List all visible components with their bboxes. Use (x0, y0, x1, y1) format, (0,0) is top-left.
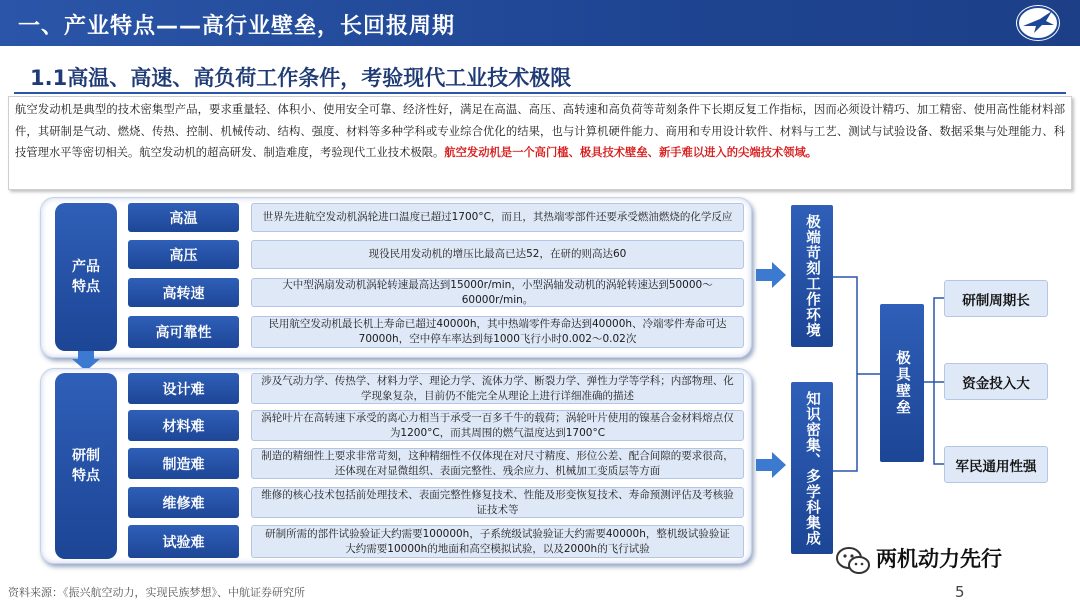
product-label-line2: 特点 (72, 279, 100, 295)
outcome-dual-use: 军民通用性强 (944, 446, 1048, 483)
wechat-icon-svg (836, 546, 870, 576)
desc-manufacturing: 制造的精细性上要求非常苛刻，这种精细性不仅体现在对尺寸精度、形位公差、配合间隙的要求很高，还体现在对显微组织、表面完整性、残余应力、机械加工变质层等方面 (251, 448, 744, 479)
desc-high-pressure: 现役民用发动机的增压比最高已达52，在研的则高达60 (251, 240, 744, 269)
desc-high-speed: 大中型涡扇发动机涡轮转速最高达到15000r/min，小型涡轴发动机的涡轮转速达到50000～60000r/min。 (251, 278, 744, 307)
desc-material: 涡轮叶片在高转速下承受的离心力相当于承受一百多千牛的载荷；涡轮叶片使用的镍基合金材料熔点仅为1200°C，而其周围的燃气温度达到1700°C (251, 410, 744, 441)
intro-paragraph (8, 96, 1072, 190)
cat-high-pressure: 高压 (128, 240, 239, 269)
wechat-watermark: 两机动力先行 (876, 547, 1002, 571)
source-note: 资料来源：《振兴航空动力，实现民族梦想》、中航证券研究所 (8, 586, 305, 599)
cat-manufacturing: 制造难 (128, 448, 239, 479)
avic-logo (1016, 5, 1060, 41)
product-label (55, 203, 117, 351)
wechat-icon (836, 546, 870, 576)
connector-lines-left (833, 270, 883, 490)
right-arrow-icon (756, 262, 786, 288)
page-subtitle: 1.1高温、高速、高负荷工作条件，考验现代工业技术极限 (30, 66, 572, 90)
desc-reliability: 民用航空发动机最长机上寿命已超过40000h，其中热端零件寿命达到40000h、冷端零件寿命可达70000h，空中停车率达到每1000飞行小时0.002～0.02次 (251, 316, 744, 348)
cat-testing: 试验难 (128, 525, 239, 558)
desc-high-temp: 世界先进航空发动机涡轮进口温度已超过1700°C，而且，其热端零部件还要承受燃油燃烧的化学反应 (251, 203, 744, 232)
rnd-label-line2: 特点 (72, 468, 100, 484)
outcome-long-cycle: 研制周期长 (944, 280, 1048, 317)
page-number: 5 (955, 583, 965, 601)
rnd-label-line1: 研制 (72, 448, 100, 464)
cat-high-speed: 高转速 (128, 278, 239, 307)
connector-lines-right (924, 290, 946, 470)
cat-design: 设计难 (128, 373, 239, 404)
right-arrow-icon-svg (756, 262, 786, 288)
intro-text: 航空发动机是典型的技术密集型产品，要求重量轻、体积小、使用安全可靠、经济性好，满足在高温、高压、高转速和高负荷等苛刻条件下长期反复工作指标，因而必须设计精巧、加工精密、使用高性能材料部件，其研制是气动、燃烧、传热、控制、机械传动、结构、强度、材料等多种学科或专业综合优化的结果，也与计算机硬件能力、商用和专用设计软件、材料与工艺、测试与试验设备、数据采集与处理能力、科技管理水平等密切相关。航空发动机的超高研发、制造难度，考验现代工业技术极限。 (15, 103, 1065, 159)
right-arrow-icon (756, 452, 786, 478)
cat-material: 材料难 (128, 410, 239, 441)
knowledge-intensive-box: 知识密集、多学科集成 (791, 382, 833, 554)
barrier-box: 极具壁垒 (880, 304, 924, 462)
right-arrow-icon-svg (756, 452, 786, 478)
rnd-label (55, 373, 117, 559)
section-title: 一、产业特点——高行业壁垒，长回报周期 (18, 14, 456, 39)
desc-maintenance: 维修的核心技术包括前处理技术、表面完整性修复技术、性能及形变恢复技术、寿命预测评估及考核验证技术等 (251, 487, 744, 518)
avic-logo-icon (1016, 5, 1060, 41)
outcome-high-investment: 资金投入大 (944, 363, 1048, 400)
intro-highlight: 航空发动机是一个高门槛、极具技术壁垒、新手难以进入的尖端技术领域。 (444, 146, 818, 159)
cat-high-temp: 高温 (128, 203, 239, 232)
desc-design: 涉及气动力学、传热学、材料力学、理论力学、流体力学、断裂力学、弹性力学等学科；内部物理、化学现象复杂，目前仍不能完全从理论上进行详细准确的描述 (251, 373, 744, 404)
subtitle-divider (14, 92, 1066, 94)
product-label-line1: 产品 (72, 259, 100, 275)
cat-reliability: 高可靠性 (128, 316, 239, 348)
extreme-conditions-box: 极端苛刻工作环境 (791, 205, 833, 347)
cat-maintenance: 维修难 (128, 487, 239, 518)
desc-testing: 研制所需的部件试验验证大约需要100000h，子系统级试验验证大约需要40000h，整机级试验验证大约需要10000h的地面和高空模拟试验，以及2000h的飞行试验 (251, 525, 744, 558)
